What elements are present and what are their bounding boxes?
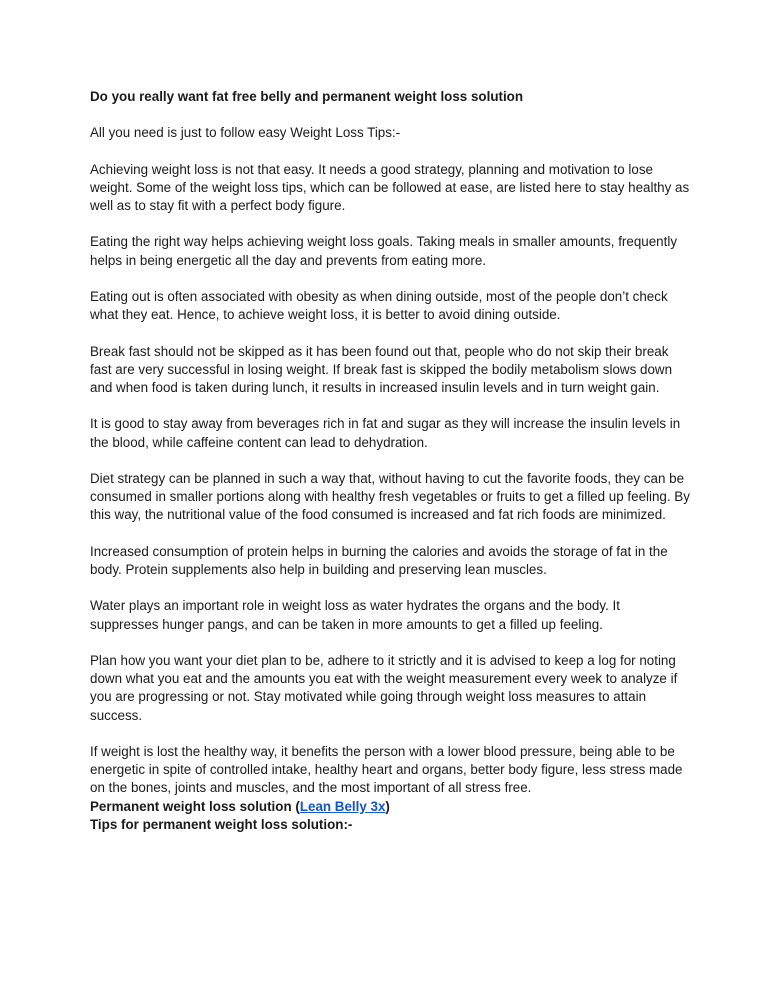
document-page xyxy=(90,88,690,834)
paragraph-eating-out: Eating out is often associated with obesity as when dining outside, most of the people don’t check what they eat. Hence, to achieve weight loss, it is better to avoid dining outside. xyxy=(90,288,668,323)
solution-suffix: ) xyxy=(385,798,390,814)
paragraph-water: Water plays an important role in weight loss as water hydrates the organs and the body. It suppresses hunger pangs, and can be taken in more amounts to get a filled up feeling. xyxy=(90,598,620,632)
solution-line xyxy=(90,798,690,816)
paragraph-strategy: Achieving weight loss is not that easy. It needs a good strategy, planning and motivation to lose weight. Some of the weight loss tips, which can be followed at ease, are listed here to stay healthy as well as to stay fit with a perfect body figure. xyxy=(90,161,690,213)
paragraph-benefits: If weight is lost the healthy way, it benefits the person with a lower blood pressure, being able to be energetic in spite of controlled intake, healthy heart and organs, better body figure, less stress made on the bones, joints and muscles, and the most important of all stress free. xyxy=(90,743,683,796)
lean-belly-link[interactable]: Lean Belly 3x xyxy=(299,798,386,814)
paragraph-breakfast: Break fast should not be skipped as it has been found out that, people who do not skip their break fast are very successful in losing weight. If break fast is skipped the bodily metabolism slows down and when food is taken during lunch, it results in increased insulin levels and in turn weight gain. xyxy=(90,343,673,395)
paragraph-beverages: It is good to stay away from beverages rich in fat and sugar as they will increase the insulin levels in the blood, while caffeine content can lead to dehydration. xyxy=(90,416,681,450)
paragraph-diet-strategy: Diet strategy can be planned in such a way that, without having to cut the favorite foods, they can be consumed in smaller portions along with healthy fresh vegetables or fruits to get a filled up feeling. By this way, the nutritional value of the food consumed is increased and fat rich foods are minimized. xyxy=(90,470,690,523)
tips-heading: Tips for permanent weight loss solution:- xyxy=(90,816,353,832)
solution-prefix: Permanent weight loss solution ( xyxy=(90,798,300,814)
paragraph-eating-right: Eating the right way helps achieving weight loss goals. Taking meals in smaller amounts, frequently helps in being energetic all the day and prevents from eating more. xyxy=(90,234,678,268)
paragraph-protein: Increased consumption of protein helps in burning the calories and avoids the storage of fat in the body. Protein supplements also help in building and preserving lean muscles. xyxy=(90,543,668,577)
intro-paragraph: All you need is just to follow easy Weight Loss Tips:- xyxy=(90,125,401,141)
paragraph-diet-plan: Plan how you want your diet plan to be, adhere to it strictly and it is advised to keep a log for noting down what you eat and the amounts you eat with the weight measurement every week to analyze if you are progressing or not. Stay motivated while going through weight loss measures to attain success. xyxy=(90,652,678,723)
document-title: Do you really want fat free belly and permanent weight loss solution xyxy=(90,89,524,104)
